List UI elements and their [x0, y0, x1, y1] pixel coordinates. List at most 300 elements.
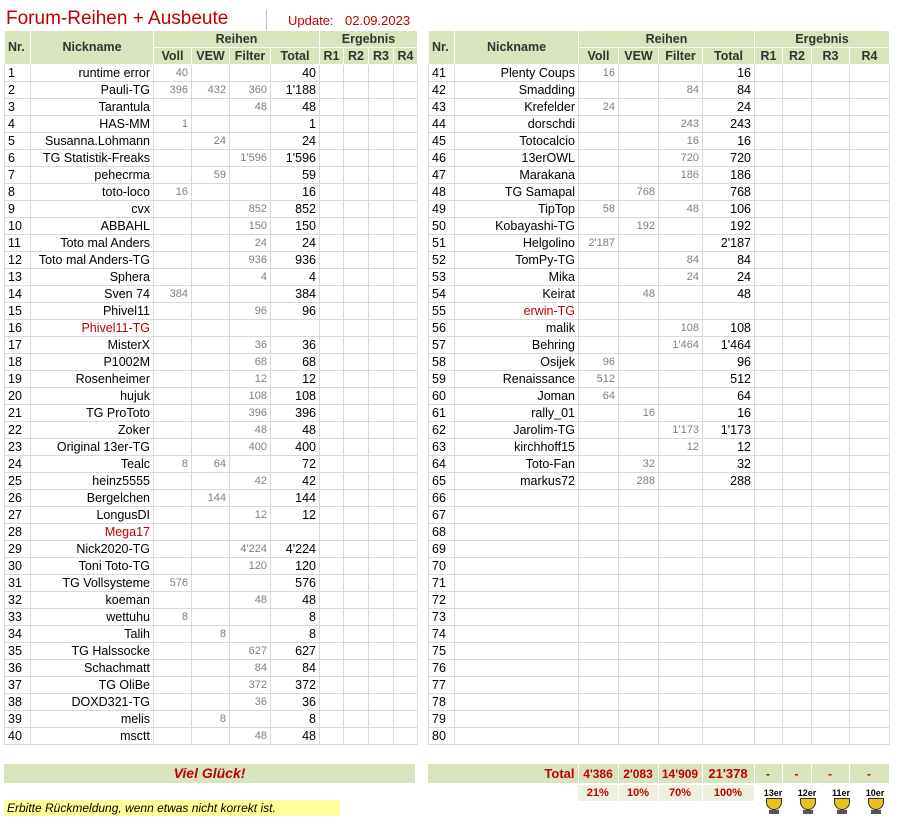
cell-r4 [850, 184, 890, 201]
cell-voll [579, 150, 619, 167]
cell-nr: 20 [5, 388, 31, 405]
cell-filter [230, 133, 271, 150]
cell-r4 [394, 218, 418, 235]
cell-nickname: P1002M [31, 354, 154, 371]
cell-r3 [369, 439, 394, 456]
cell-vew [619, 643, 659, 660]
cell-nickname [455, 677, 579, 694]
cell-vew [192, 371, 230, 388]
cell-r1 [320, 728, 344, 745]
trophy-label: 12er [797, 788, 817, 798]
cell-r3 [812, 711, 850, 728]
cell-r3 [369, 116, 394, 133]
cell-total [703, 728, 755, 745]
cell-total: 627 [271, 643, 320, 660]
cell-vew [192, 643, 230, 660]
cell-voll [579, 184, 619, 201]
table-row [5, 269, 418, 286]
cell-vew [619, 354, 659, 371]
cell-total: 16 [703, 405, 755, 422]
trophy-base [769, 810, 779, 814]
cell-r2 [344, 643, 369, 660]
sum-vew: 2'083 [618, 764, 658, 783]
cell-nickname: Toni Toto-TG [31, 558, 154, 575]
cell-r1 [755, 575, 783, 592]
cell-r2 [783, 405, 812, 422]
cell-r2 [344, 184, 369, 201]
cell-vew: 64 [192, 456, 230, 473]
cell-filter: 24 [230, 235, 271, 252]
cell-total [703, 490, 755, 507]
cell-vew [619, 201, 659, 218]
cell-r3 [812, 201, 850, 218]
cell-nickname: Helgolino [455, 235, 579, 252]
cell-nr: 21 [5, 405, 31, 422]
cell-voll [154, 694, 192, 711]
table-row [5, 541, 418, 558]
cell-vew [619, 235, 659, 252]
cell-total: 144 [271, 490, 320, 507]
cell-r1 [755, 320, 783, 337]
cell-r4 [394, 65, 418, 82]
left-table-body [5, 65, 418, 745]
cell-total: 4 [271, 269, 320, 286]
pct-total: 100% [702, 785, 754, 801]
cell-vew: 192 [619, 218, 659, 235]
cell-filter: 852 [230, 201, 271, 218]
trophy-base [837, 810, 847, 814]
cell-voll [154, 524, 192, 541]
table-row [429, 728, 890, 745]
cell-r4 [850, 609, 890, 626]
cell-nickname [455, 507, 579, 524]
cell-voll [154, 541, 192, 558]
cell-r3 [369, 337, 394, 354]
cell-r1 [755, 643, 783, 660]
cell-voll [154, 303, 192, 320]
cell-r4 [850, 728, 890, 745]
cell-nickname: Original 13er-TG [31, 439, 154, 456]
cell-r3 [369, 82, 394, 99]
cell-voll [154, 201, 192, 218]
cell-total: 48 [271, 592, 320, 609]
cell-filter: 96 [230, 303, 271, 320]
cell-total [703, 592, 755, 609]
cell-filter: 12 [659, 439, 703, 456]
cell-r1 [755, 609, 783, 626]
cell-voll [154, 354, 192, 371]
cell-r1 [755, 388, 783, 405]
cell-r3 [369, 609, 394, 626]
cell-nickname: Pauli-TG [31, 82, 154, 99]
cell-r4 [394, 490, 418, 507]
cell-r1 [320, 592, 344, 609]
cell-r2 [344, 592, 369, 609]
cell-total: 16 [271, 184, 320, 201]
cell-voll [154, 252, 192, 269]
cell-nickname: Toto-Fan [455, 456, 579, 473]
cell-filter [230, 320, 271, 337]
cell-nr: 44 [429, 116, 455, 133]
cell-total: 16 [703, 133, 755, 150]
cell-r4 [850, 490, 890, 507]
cell-r1 [320, 286, 344, 303]
cell-filter: 68 [230, 354, 271, 371]
cell-r3 [369, 524, 394, 541]
cell-r1 [755, 354, 783, 371]
cell-total: 396 [271, 405, 320, 422]
cell-filter: 84 [659, 82, 703, 99]
cell-total [703, 558, 755, 575]
cell-filter [230, 490, 271, 507]
cell-filter [659, 371, 703, 388]
cell-r1 [320, 575, 344, 592]
header-r3: R3 [812, 48, 850, 65]
cell-r4 [394, 728, 418, 745]
cell-vew [619, 694, 659, 711]
cell-vew [619, 575, 659, 592]
cell-vew [192, 660, 230, 677]
cell-r2 [344, 524, 369, 541]
cell-nickname: MisterX [31, 337, 154, 354]
cell-vew [619, 133, 659, 150]
cell-nr: 47 [429, 167, 455, 184]
cell-r2 [344, 728, 369, 745]
cell-voll [154, 371, 192, 388]
cell-nickname: Behring [455, 337, 579, 354]
cell-r3 [369, 473, 394, 490]
cell-voll [579, 303, 619, 320]
cell-filter: 108 [659, 320, 703, 337]
cell-vew [619, 422, 659, 439]
cell-vew [192, 99, 230, 116]
sum-filter: 14'909 [658, 764, 702, 783]
cell-vew [192, 388, 230, 405]
cell-vew: 144 [192, 490, 230, 507]
cell-voll [579, 728, 619, 745]
cell-r3 [812, 218, 850, 235]
cell-voll: 396 [154, 82, 192, 99]
cell-filter [230, 167, 271, 184]
cell-filter: 48 [230, 728, 271, 745]
cell-vew: 768 [619, 184, 659, 201]
cell-filter [659, 694, 703, 711]
table-row [5, 609, 418, 626]
cell-nickname: toto-loco [31, 184, 154, 201]
cell-nickname: Sven 74 [31, 286, 154, 303]
cell-voll [154, 337, 192, 354]
cell-voll [579, 439, 619, 456]
cell-filter: 48 [659, 201, 703, 218]
cell-total: 12 [703, 439, 755, 456]
cell-nickname: Phivel11-TG [31, 320, 154, 337]
cell-nr: 25 [5, 473, 31, 490]
cell-nickname: Schachmatt [31, 660, 154, 677]
cell-nr: 40 [5, 728, 31, 745]
cell-nr: 10 [5, 218, 31, 235]
cell-r1 [320, 694, 344, 711]
cell-nickname: msctt [31, 728, 154, 745]
cell-voll [154, 643, 192, 660]
cell-r1 [320, 541, 344, 558]
cell-vew [192, 286, 230, 303]
header-voll: Voll [154, 48, 192, 65]
table-row [429, 371, 890, 388]
cell-r1 [320, 473, 344, 490]
cell-nickname: 13erOWL [455, 150, 579, 167]
cell-nr: 80 [429, 728, 455, 745]
cell-r4 [394, 371, 418, 388]
cell-vew [192, 422, 230, 439]
cell-total: 852 [271, 201, 320, 218]
sum-r4: - [849, 764, 889, 783]
table-row [429, 609, 890, 626]
cell-total: 68 [271, 354, 320, 371]
cell-filter: 48 [230, 99, 271, 116]
cell-voll [579, 320, 619, 337]
cell-voll [579, 490, 619, 507]
cell-r4 [394, 320, 418, 337]
cell-vew [192, 558, 230, 575]
cell-filter: 36 [230, 337, 271, 354]
cell-total: 96 [703, 354, 755, 371]
cell-r1 [755, 133, 783, 150]
cell-vew [619, 252, 659, 269]
cell-r1 [320, 558, 344, 575]
table-row [5, 558, 418, 575]
cell-r4 [850, 150, 890, 167]
pct-spacer [428, 785, 578, 801]
cell-r1 [320, 218, 344, 235]
cell-r3 [812, 167, 850, 184]
table-row [5, 694, 418, 711]
cell-r3 [812, 371, 850, 388]
cell-r2 [783, 133, 812, 150]
cell-vew [619, 524, 659, 541]
table-row [5, 507, 418, 524]
cell-vew [619, 507, 659, 524]
cell-nickname: rally_01 [455, 405, 579, 422]
cell-nickname: TipTop [455, 201, 579, 218]
cell-filter: 372 [230, 677, 271, 694]
cell-total: 1'173 [703, 422, 755, 439]
header-r2: R2 [344, 48, 369, 65]
table-row [429, 711, 890, 728]
cell-r3 [369, 711, 394, 728]
cell-filter [659, 609, 703, 626]
cell-r2 [344, 303, 369, 320]
cell-filter: 720 [659, 150, 703, 167]
cell-nr: 43 [429, 99, 455, 116]
cell-r3 [812, 150, 850, 167]
cell-r2 [344, 252, 369, 269]
cell-voll [154, 711, 192, 728]
cell-voll [154, 388, 192, 405]
cell-total: 72 [271, 456, 320, 473]
header-divider [266, 10, 267, 30]
pct-filter: 70% [658, 785, 702, 801]
cell-r1 [320, 65, 344, 82]
table-row [5, 167, 418, 184]
cell-r1 [755, 371, 783, 388]
cell-nr: 64 [429, 456, 455, 473]
table-row [429, 473, 890, 490]
cell-r4 [394, 541, 418, 558]
cell-voll: 16 [154, 184, 192, 201]
table-row [429, 405, 890, 422]
table-row [5, 677, 418, 694]
cell-vew [192, 65, 230, 82]
feedback-note: Erbitte Rückmeldung, wenn etwas nicht korrekt ist. [4, 800, 340, 816]
cell-filter: 24 [659, 269, 703, 286]
cell-vew [619, 167, 659, 184]
table-row [5, 456, 418, 473]
cell-r1 [320, 422, 344, 439]
cell-nr: 11 [5, 235, 31, 252]
table-row [5, 201, 418, 218]
cell-filter [659, 558, 703, 575]
sum-r3: - [811, 764, 849, 783]
table-row [429, 507, 890, 524]
cell-voll: 96 [579, 354, 619, 371]
cell-r3 [369, 201, 394, 218]
cell-nickname: Phivel11 [31, 303, 154, 320]
cell-total: 576 [271, 575, 320, 592]
table-row [5, 235, 418, 252]
cell-nickname: Nick2020-TG [31, 541, 154, 558]
cell-r2 [783, 167, 812, 184]
cell-r3 [369, 643, 394, 660]
cell-r4 [394, 82, 418, 99]
cell-voll [579, 218, 619, 235]
cell-r3 [812, 728, 850, 745]
cell-filter [659, 65, 703, 82]
cell-filter: 243 [659, 116, 703, 133]
cell-r2 [783, 660, 812, 677]
header-r2: R2 [783, 48, 812, 65]
cell-filter: 396 [230, 405, 271, 422]
cell-nickname: TG Halssocke [31, 643, 154, 660]
page-title: Forum-Reihen + Ausbeute [6, 8, 229, 29]
cell-r2 [344, 235, 369, 252]
cell-r2 [783, 575, 812, 592]
cell-nickname [455, 711, 579, 728]
cell-vew [192, 728, 230, 745]
cell-r2 [344, 269, 369, 286]
cell-r1 [755, 405, 783, 422]
cell-nr: 2 [5, 82, 31, 99]
cell-r1 [320, 269, 344, 286]
cell-r3 [369, 65, 394, 82]
cell-vew [192, 473, 230, 490]
header-nickname: Nickname [455, 31, 579, 65]
cell-nickname: kirchhoff15 [455, 439, 579, 456]
cell-filter [659, 575, 703, 592]
cell-r1 [755, 65, 783, 82]
cell-voll [154, 422, 192, 439]
cell-total [703, 677, 755, 694]
table-row [5, 643, 418, 660]
table-row [429, 99, 890, 116]
header-voll: Voll [579, 48, 619, 65]
cell-r2 [344, 507, 369, 524]
cell-r1 [320, 677, 344, 694]
cell-r4 [850, 371, 890, 388]
cell-nr: 51 [429, 235, 455, 252]
cell-vew: 48 [619, 286, 659, 303]
cell-nickname: erwin-TG [455, 303, 579, 320]
cell-nickname: melis [31, 711, 154, 728]
cell-nr: 24 [5, 456, 31, 473]
cell-r4 [850, 439, 890, 456]
cell-voll: 40 [154, 65, 192, 82]
table-row [429, 235, 890, 252]
cell-vew [619, 660, 659, 677]
cell-r1 [320, 371, 344, 388]
table-row [429, 286, 890, 303]
table-row [5, 388, 418, 405]
cell-vew: 59 [192, 167, 230, 184]
cell-nr: 58 [429, 354, 455, 371]
cell-nickname: Mega17 [31, 524, 154, 541]
table-row [5, 65, 418, 82]
cell-total: 48 [703, 286, 755, 303]
cell-nickname: Renaissance [455, 371, 579, 388]
cell-r4 [850, 541, 890, 558]
cell-total [703, 711, 755, 728]
cell-vew [192, 150, 230, 167]
table-row [429, 575, 890, 592]
table-row [429, 422, 890, 439]
table-row [5, 405, 418, 422]
cell-total: 108 [271, 388, 320, 405]
cell-vew [619, 728, 659, 745]
sum-total: 21'378 [702, 764, 754, 783]
cell-vew [192, 252, 230, 269]
cell-r4 [850, 405, 890, 422]
cell-r2 [344, 99, 369, 116]
cell-r3 [812, 99, 850, 116]
cell-r3 [369, 405, 394, 422]
cell-r4 [394, 116, 418, 133]
cell-total [703, 643, 755, 660]
cell-nr: 57 [429, 337, 455, 354]
cell-r3 [812, 541, 850, 558]
cell-filter: 1'464 [659, 337, 703, 354]
trophy-label: 11er [831, 788, 851, 798]
cell-r1 [320, 439, 344, 456]
cell-r2 [783, 201, 812, 218]
cell-r1 [755, 286, 783, 303]
cell-r3 [812, 388, 850, 405]
cell-r2 [783, 473, 812, 490]
cell-vew [619, 99, 659, 116]
cell-total: 48 [271, 422, 320, 439]
cell-nr: 55 [429, 303, 455, 320]
cell-total: 1'188 [271, 82, 320, 99]
header-r1: R1 [755, 48, 783, 65]
cell-voll [579, 286, 619, 303]
cell-voll [154, 320, 192, 337]
cell-nickname: heinz5555 [31, 473, 154, 490]
cell-total [703, 507, 755, 524]
cell-vew [619, 388, 659, 405]
cell-r3 [812, 456, 850, 473]
cell-nr: 27 [5, 507, 31, 524]
cell-r4 [850, 252, 890, 269]
cell-nickname: Joman [455, 388, 579, 405]
cell-r1 [755, 184, 783, 201]
